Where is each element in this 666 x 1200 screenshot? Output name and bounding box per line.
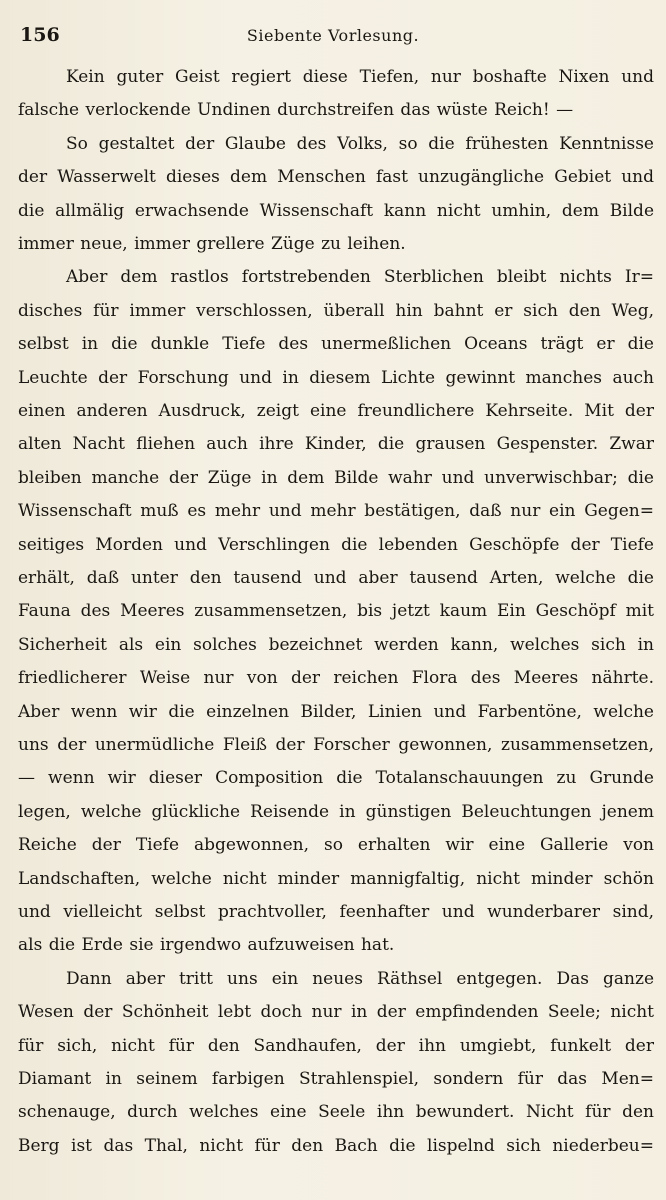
text-line: Dann aber tritt uns ein neues Räthsel entgegen. Das ganze [66, 968, 654, 989]
text-line: Sicherheit als ein solches bezeichnet werden kann, welches sich in [18, 634, 654, 655]
text-line: legen, welche glückliche Reisende in günstigen Beleuchtungen jenem [18, 801, 654, 822]
text-line: Wissenschaft muß es mehr und mehr bestätigen, daß nur ein Gegen= [18, 501, 654, 522]
text-line: Landschaften, welche nicht minder mannigfaltig, nicht minder schön [18, 868, 654, 889]
text-line: Berg ist das Thal, nicht für den Bach die lispelnd sich niederbeu= [18, 1135, 654, 1156]
text-line: und vielleicht selbst prachtvoller, feenhafter und wunderbarer sind, [18, 902, 654, 922]
text-line: falsche verlockende Undinen durchstreifen das wüste Reich! — [18, 100, 574, 121]
text-line: — wenn wir dieser Composition die Totalanschauungen zu Grunde [18, 768, 654, 789]
text-line: Reiche der Tiefe abgewonnen, so erhalten wir eine Gallerie von [18, 835, 654, 856]
text-line: alten Nacht fliehen auch ihre Kinder, die grausen Gespenster. Zwar [18, 434, 654, 455]
text-line: bleiben manche der Züge in dem Bilde wahr und unverwischbar; die [18, 467, 654, 488]
text-line: erhält, daß unter den tausend und aber tausend Arten, welche die [18, 568, 654, 588]
text-line: Aber dem rastlos fortstrebenden Sterblichen bleibt nichts Ir= [66, 267, 654, 288]
running-title: Siebente Vorlesung. [246, 26, 420, 45]
text-line: Wesen der Schönheit lebt doch nur in der empfindenden Seele; nicht [18, 1002, 654, 1023]
text-line: Leuchte der Forschung und in diesem Lichte gewinnt manches auch [18, 367, 654, 388]
text-line: einen anderen Ausdruck, zeigt eine freundlichere Kehrseite. Mit der [18, 401, 654, 421]
text-line: der Wasserwelt dieses dem Menschen fast unzugängliche Gebiet und [18, 167, 654, 188]
text-line: die allmälig erwachsende Wissenschaft kann nicht umhin, dem Bilde [18, 200, 654, 221]
text-line: seitiges Morden und Verschlingen die lebenden Geschöpfe der Tiefe [18, 534, 654, 555]
text-line: Aber wenn wir die einzelnen Bilder, Linien und Farbentöne, welche [18, 701, 654, 722]
text-line: Fauna des Meeres zusammensetzen, bis jetzt kaum Ein Geschöpf mit [18, 601, 654, 622]
text-line: disches für immer verschlossen, überall hin bahnt er sich den Weg, [18, 300, 654, 321]
text-line: schenauge, durch welches eine Seele ihn bewundert. Nicht für den [18, 1102, 654, 1123]
page-number: 156 [20, 24, 60, 46]
text-line: Kein guter Geist regiert diese Tiefen, nur boshafte Nixen und [66, 67, 654, 87]
text-line: selbst in die dunkle Tiefe des unermeßlichen Oceans trägt er die [18, 334, 654, 355]
text-line: für sich, nicht für den Sandhaufen, der ihn umgiebt, funkelt der [18, 1035, 654, 1056]
text-line: uns der unermüdliche Fleiß der Forscher gewonnen, zusammensetzen, [18, 735, 654, 755]
page-header [14, 14, 652, 48]
text-line: als die Erde sie irgendwo aufzuweisen hat. [18, 935, 395, 956]
text-line: Diamant in seinem farbigen Strahlenspiel, sondern für das Men= [18, 1069, 654, 1089]
text-line: So gestaltet der Glaube des Volks, so die frühesten Kenntnisse [66, 133, 654, 154]
text-line: immer neue, immer grellere Züge zu leihen. [18, 234, 406, 254]
text-line: friedlicherer Weise nur von der reichen Flora des Meeres nährte. [18, 668, 654, 689]
